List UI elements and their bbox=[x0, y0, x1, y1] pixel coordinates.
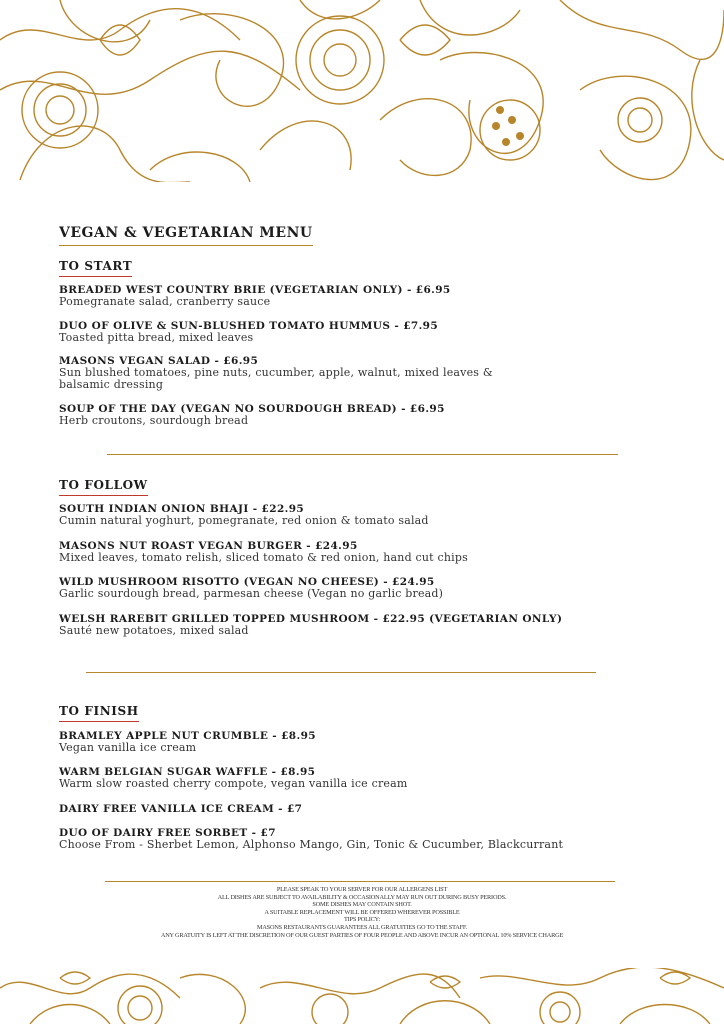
paisley-pattern-bottom bbox=[0, 968, 724, 1024]
item-name: MASONS NUT ROAST VEGAN BURGER - £24.95 bbox=[59, 540, 358, 552]
item-description: Mixed leaves, tomato relish, sliced tomato & red onion, hand cut chips bbox=[59, 551, 468, 564]
menu-item bbox=[59, 766, 619, 790]
bottom-paisley-banner bbox=[0, 968, 724, 1024]
section-heading-to-start: TO START bbox=[59, 259, 132, 277]
item-name: MASONS VEGAN SALAD - £6.95 bbox=[59, 355, 259, 367]
item-name: SOUTH INDIAN ONION BHAJI - £22.95 bbox=[59, 503, 305, 515]
menu-item bbox=[59, 503, 519, 527]
section-divider bbox=[86, 672, 596, 673]
top-paisley-banner bbox=[0, 0, 724, 182]
paisley-pattern-top bbox=[0, 0, 724, 182]
footer-line: PLEASE SPEAK TO YOUR SERVER FOR OUR ALLERGENS LIST bbox=[276, 886, 448, 893]
item-description: Choose From - Sherbet Lemon, Alphonso Mango, Gin, Tonic & Cucumber, Blackcurrant bbox=[59, 838, 564, 851]
menu-item bbox=[59, 355, 519, 391]
menu-item bbox=[59, 576, 619, 600]
footer-divider bbox=[105, 881, 615, 882]
item-description: Cumin natural yoghurt, pomegranate, red onion & tomato salad bbox=[59, 514, 429, 527]
item-description: Herb croutons, sourdough bread bbox=[59, 414, 249, 427]
footer-line: ANY GRATUITY IS LEFT AT THE DISCRETION OF OUR GUEST PARTIES OF FOUR PEOPLE AND ABOVE INCUR AN OPTIONAL 10% SERVICE CHARGE bbox=[160, 931, 564, 939]
item-description: Pomegranate salad, cranberry sauce bbox=[59, 295, 271, 308]
section-heading-to-finish: TO FINISH bbox=[59, 704, 139, 722]
item-name: DUO OF DAIRY FREE SORBET - £7 bbox=[59, 827, 276, 839]
menu-item bbox=[59, 730, 519, 754]
item-name: BRAMLEY APPLE NUT CRUMBLE - £8.95 bbox=[59, 730, 316, 742]
item-name: DUO OF OLIVE & SUN-BLUSHED TOMATO HUMMUS - £7.95 bbox=[59, 320, 439, 332]
item-description: Sauté new potatoes, mixed salad bbox=[59, 624, 249, 637]
menu-item bbox=[59, 540, 619, 564]
section-divider bbox=[107, 454, 618, 455]
menu-item bbox=[59, 284, 519, 308]
item-description: Toasted pitta bread, mixed leaves bbox=[59, 331, 254, 344]
footer-line: SOME DISHES MAY CONTAIN SHOT. bbox=[312, 901, 412, 909]
menu-item bbox=[59, 403, 519, 427]
footer-line: TIPS POLICY: bbox=[343, 916, 381, 924]
menu-item bbox=[59, 827, 619, 851]
item-name: BREADED WEST COUNTRY BRIE (VEGETARIAN ONLY) - £6.95 bbox=[59, 284, 451, 296]
item-name: SOUP OF THE DAY (VEGAN NO SOURDOUGH BREAD) - £6.95 bbox=[59, 403, 445, 415]
item-description: Vegan vanilla ice cream bbox=[59, 741, 197, 754]
item-name: WILD MUSHROOM RISOTTO (VEGAN NO CHEESE) - £24.95 bbox=[59, 576, 435, 588]
footer-line: MASONS RESTAURANTS GUARANTEES ALL GRATUITIES GO TO THE STAFF. bbox=[256, 923, 468, 931]
item-description: Warm slow roasted cherry compote, vegan vanilla ice cream bbox=[59, 777, 408, 790]
footer-line: ALL DISHES ARE SUBJECT TO AVAILABILITY & OCCASIONALLY MAY RUN OUT DURING BUSY PERIODS. bbox=[217, 893, 507, 901]
footer-notice bbox=[100, 886, 624, 939]
section-heading-to-follow: TO FOLLOW bbox=[59, 478, 148, 496]
footer-line: A SUITABLE REPLACEMENT WILL BE OFFERED WHEREVER POSSIBLE bbox=[264, 908, 460, 916]
menu-title: VEGAN & VEGETARIAN MENU bbox=[59, 225, 313, 246]
item-name: DAIRY FREE VANILLA ICE CREAM - £7 bbox=[59, 803, 303, 815]
item-name: WELSH RAREBIT GRILLED TOPPED MUSHROOM - £22.95 (VEGETARIAN ONLY) bbox=[59, 613, 563, 625]
item-description: Sun blushed tomatoes, pine nuts, cucumber, apple, walnut, mixed leaves & balsamic dressing bbox=[59, 366, 493, 391]
menu-item bbox=[59, 320, 519, 344]
menu-item bbox=[59, 613, 619, 637]
item-description: Garlic sourdough bread, parmesan cheese (Vegan no garlic bread) bbox=[59, 587, 444, 600]
menu-item bbox=[59, 803, 519, 815]
item-name: WARM BELGIAN SUGAR WAFFLE - £8.95 bbox=[59, 766, 316, 778]
